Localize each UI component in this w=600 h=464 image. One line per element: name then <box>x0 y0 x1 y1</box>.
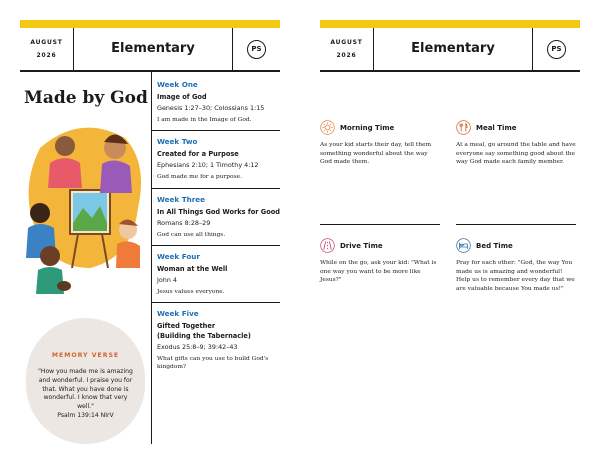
header-month: AUGUST <box>30 39 63 46</box>
activity-text: While on the go, ask your kid: "What is one way you want to be more like Jesus?" <box>320 260 437 284</box>
activity-text: As your kid starts their day, tell them something wonderful about the way God made them. <box>320 142 432 166</box>
left-page <box>20 0 280 464</box>
column-divider <box>151 72 152 444</box>
header-year: 2026 <box>336 52 357 59</box>
week-divider <box>151 188 280 189</box>
week-label: Week Two <box>157 137 198 146</box>
header-month: AUGUST <box>330 39 363 46</box>
page-header <box>20 28 280 72</box>
week-reference: Romans 8:28–29 <box>157 219 211 227</box>
week-title: Woman at the Well <box>157 265 228 273</box>
meal-icon <box>456 120 471 135</box>
week-reference: John 4 <box>157 276 177 284</box>
week-label: Week One <box>157 80 198 89</box>
week-one <box>157 80 280 124</box>
week-bottom-line: What gifts can you use to build God's kingdom? <box>157 356 269 370</box>
header-accent-bar <box>320 20 580 28</box>
week-title: In All Things God Works for Good <box>157 208 280 216</box>
page-header <box>320 28 580 72</box>
week-title: Created for a Purpose <box>157 150 239 158</box>
header-title: Elementary <box>74 28 233 70</box>
week-reference: Exodus 25:8–9; 39:42–43 <box>157 343 238 351</box>
activity-title: Meal Time <box>476 124 517 132</box>
memory-verse-circle <box>26 318 145 444</box>
header-logo <box>232 28 280 70</box>
header-date <box>20 28 74 70</box>
kids-painting-illustration <box>20 118 148 300</box>
week-divider <box>151 302 280 303</box>
week-reference: Genesis 1:27–30; Colossians 1:15 <box>157 104 265 112</box>
week-title: Image of God <box>157 93 207 101</box>
header-year: 2026 <box>36 52 57 59</box>
activity-text: Pray for each other: "God, the way You made us is amazing and wonderful! Help us to remember every day that we are valuable because You made us!" <box>456 260 575 292</box>
week-label: Week Four <box>157 252 200 261</box>
header-date <box>320 28 374 70</box>
right-page <box>320 0 580 464</box>
memory-verse-heading: MEMORY VERSE <box>51 352 120 359</box>
week-title: Gifted Together <box>157 322 216 330</box>
activity-divider <box>456 224 576 225</box>
week-bottom-line: Jesus values everyone. <box>157 289 225 295</box>
activity-title: Morning Time <box>340 124 395 132</box>
ps-logo-icon: PS <box>247 40 266 59</box>
ps-logo-icon: PS <box>547 40 566 59</box>
week-label: Week Three <box>157 195 206 204</box>
road-icon <box>320 238 335 253</box>
week-reference: Ephesians 2:10; 1 Timothy 4:12 <box>157 161 259 169</box>
activity-title: Bed Time <box>476 242 513 250</box>
week-two <box>157 137 280 181</box>
bed-icon <box>456 238 471 253</box>
memory-verse-reference: Psalm 139:14 NIrV <box>57 411 114 419</box>
week-three <box>157 195 280 239</box>
week-four <box>157 252 280 296</box>
activity-text: At a meal, go around the table and have everyone say something good about the way God made each family member. <box>456 142 576 166</box>
week-divider <box>151 245 280 246</box>
week-bottom-line: God can use all things. <box>157 232 226 238</box>
activity-divider <box>320 224 440 225</box>
memory-verse-quote: "How you made me is amazing and wonderful. I praise you for that. What you have done is wonderful. I know that very well." <box>38 368 133 411</box>
header-title: Elementary <box>374 28 533 70</box>
header-logo <box>532 28 580 70</box>
week-divider <box>151 130 280 131</box>
week-bottom-line: I am made in the Image of God. <box>157 117 252 123</box>
week-label: Week Five <box>157 309 199 318</box>
page-title: Made by God <box>24 88 148 108</box>
activity-title: Drive Time <box>340 242 383 250</box>
header-accent-bar <box>20 20 280 28</box>
week-five <box>157 309 280 371</box>
sun-icon <box>320 120 335 135</box>
week-bottom-line: God made me for a purpose. <box>157 174 242 180</box>
memory-verse-text <box>36 368 135 421</box>
week-title-subtitle: (Building the Tabernacle) <box>157 332 251 340</box>
